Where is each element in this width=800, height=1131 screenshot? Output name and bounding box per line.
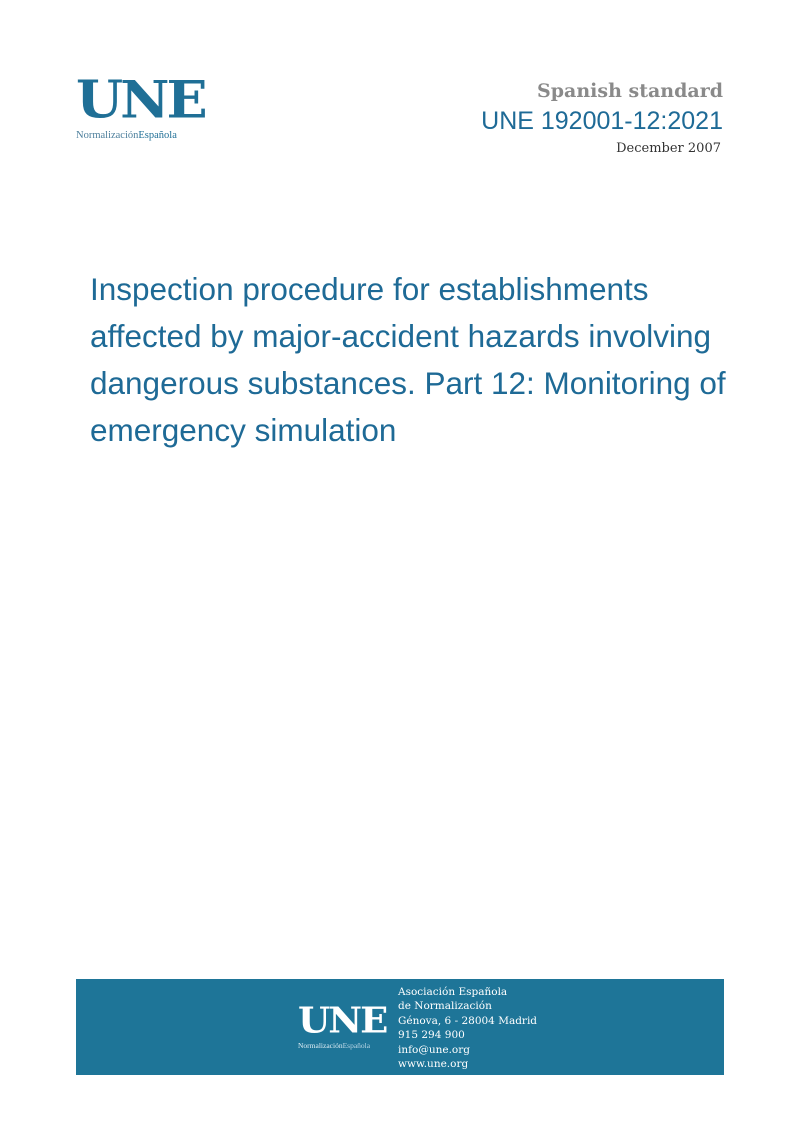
footer-band <box>76 979 724 1075</box>
une-logo-mark: UNE <box>76 69 205 131</box>
standard-code: UNE 192001-12:2021 <box>481 107 723 135</box>
contact-organization: Asociación Española <box>398 986 508 998</box>
une-logo-subtitle <box>76 130 196 141</box>
contact-organization-2: de Normalización <box>398 1000 492 1013</box>
document-title: Inspection procedure for establishments affected by major-accident hazards involving dangerous substances. Part 12: Monitoring of emergency simulation <box>90 271 726 448</box>
contact-email[interactable]: info@une.org <box>398 1043 470 1056</box>
contact-website[interactable]: www.une.org <box>398 1058 469 1071</box>
footer-logo-mark: UNE <box>298 999 387 1041</box>
contact-address: Génova, 6 - 28004 Madrid <box>398 1014 538 1027</box>
standard-date: December 2007 <box>616 141 721 156</box>
une-logo <box>76 69 205 144</box>
logo-subtitle-light: Normalización <box>76 130 139 141</box>
contact-phone: 915 294 900 <box>398 1029 465 1042</box>
standard-kind: Spanish standard <box>537 80 723 102</box>
logo-subtitle-bold: Española <box>138 130 177 141</box>
footer-une-logo <box>298 999 387 1050</box>
footer-contact <box>398 985 537 1071</box>
footer-logo-subtitle <box>298 1041 386 1050</box>
footer-logo-subtitle-light: Normalización <box>298 1041 343 1050</box>
footer-logo-subtitle-bold: Española <box>342 1041 371 1050</box>
standard-header <box>481 78 723 159</box>
